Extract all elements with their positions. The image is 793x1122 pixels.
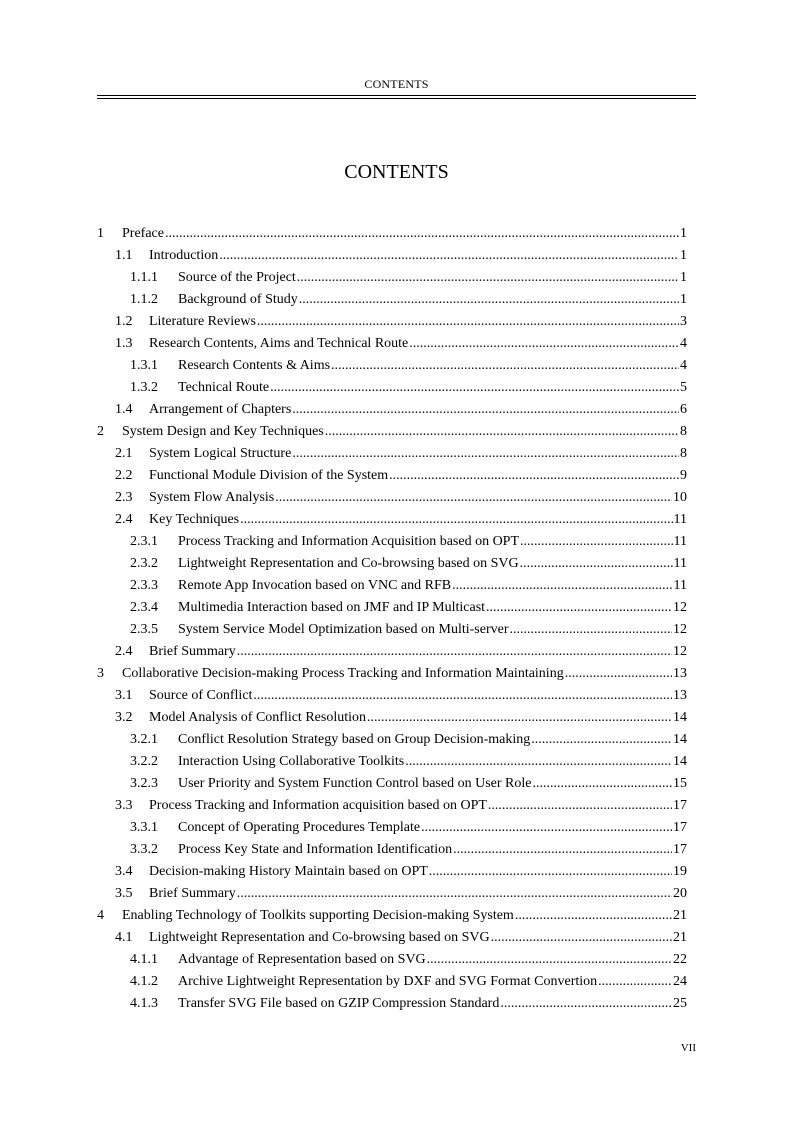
toc-entry[interactable] — [97, 905, 687, 927]
toc-dot-leader — [253, 685, 672, 707]
toc-dot-leader — [520, 553, 673, 575]
toc-entry-title: Interaction Using Collaborative Toolkits — [178, 754, 405, 769]
toc-entry-title: Lightweight Representation and Co-browsing based on SVG — [149, 930, 490, 945]
toc-entry-number: 1.3.1 — [130, 358, 158, 373]
toc-dot-leader — [510, 619, 673, 641]
toc-entry-number: 3.4 — [115, 864, 133, 879]
toc-entry-title: System Service Model Optimization based on Multi-server — [178, 622, 509, 637]
toc-entry[interactable] — [97, 817, 687, 839]
toc-entry-number: 2.3 — [115, 490, 133, 505]
toc-entry[interactable] — [97, 487, 687, 509]
toc-dot-leader — [257, 311, 679, 333]
toc-entry-number: 4 — [97, 908, 104, 923]
toc-entry-title: Research Contents, Aims and Technical Route — [149, 336, 409, 351]
toc-dot-leader — [270, 377, 679, 399]
toc-entry[interactable] — [97, 509, 687, 531]
toc-entry[interactable] — [97, 421, 687, 443]
toc-entry[interactable] — [97, 333, 687, 355]
toc-entry[interactable] — [97, 641, 687, 663]
toc-entry[interactable] — [97, 663, 687, 685]
toc-dot-leader — [531, 729, 672, 751]
toc-dot-leader — [240, 509, 672, 531]
toc-entry-title: Functional Module Division of the System — [149, 468, 389, 483]
toc-entry-number: 2.3.1 — [130, 534, 158, 549]
toc-entry[interactable] — [97, 619, 687, 641]
toc-entry-title: Process Tracking and Information acquisition based on OPT — [149, 798, 487, 813]
page-title: CONTENTS — [344, 161, 449, 183]
toc-entry[interactable] — [97, 465, 687, 487]
toc-entry-title: Concept of Operating Procedures Template — [178, 820, 421, 835]
toc-entry-page: 12 — [673, 600, 687, 615]
toc-entry-number: 3.3 — [115, 798, 133, 813]
toc-entry-page: 25 — [673, 996, 687, 1011]
toc-entry-title: System Flow Analysis — [149, 490, 275, 505]
toc-entry-number: 3 — [97, 666, 104, 681]
toc-entry-title: System Logical Structure — [149, 446, 292, 461]
toc-entry-number: 1.3 — [115, 336, 133, 351]
toc-entry-page: 14 — [673, 754, 687, 769]
toc-entry-number: 3.5 — [115, 886, 133, 901]
toc-entry-title: Research Contents & Aims — [178, 358, 331, 373]
toc-dot-leader — [292, 399, 679, 421]
toc-entry-number: 3.1 — [115, 688, 133, 703]
toc-entry-number: 2.3.4 — [130, 600, 158, 615]
toc-entry-number: 1.4 — [115, 402, 133, 417]
toc-entry[interactable] — [97, 993, 687, 1015]
toc-entry-number: 3.3.1 — [130, 820, 158, 835]
toc-entry-page: 11 — [673, 578, 687, 593]
toc-entry[interactable] — [97, 707, 687, 729]
toc-entry-title: Archive Lightweight Representation by DXF and SVG Format Convertion — [178, 974, 598, 989]
toc-entry-page: 12 — [673, 622, 687, 637]
toc-entry-number: 2.2 — [115, 468, 133, 483]
toc-entry[interactable] — [97, 685, 687, 707]
toc-entry[interactable] — [97, 223, 687, 245]
toc-dot-leader — [598, 971, 672, 993]
toc-dot-leader — [331, 355, 679, 377]
toc-entry-title: Process Tracking and Information Acquisition based on OPT — [178, 534, 520, 549]
toc-entry[interactable] — [97, 861, 687, 883]
toc-dot-leader — [532, 773, 672, 795]
toc-entry-number: 3.3.2 — [130, 842, 158, 857]
toc-entry-title: Decision-making History Maintain based on OPT — [149, 864, 428, 879]
toc-entry-page: 8 — [680, 424, 687, 439]
toc-entry[interactable] — [97, 971, 687, 993]
toc-entry-title: Lightweight Representation and Co-browsing based on SVG — [178, 556, 519, 571]
toc-entry[interactable] — [97, 311, 687, 333]
toc-entry-number: 1.1 — [115, 248, 133, 263]
toc-entry-page: 12 — [673, 644, 687, 659]
toc-dot-leader — [219, 245, 679, 267]
running-header: CONTENTS — [364, 77, 429, 91]
toc-entry-number: 1.1.2 — [130, 292, 158, 307]
toc-entry-page: 11 — [673, 512, 687, 527]
toc-entry-number: 4.1.1 — [130, 952, 158, 967]
toc-entry-page: 19 — [673, 864, 687, 879]
toc-entry-page: 13 — [673, 688, 687, 703]
toc-dot-leader — [488, 795, 672, 817]
toc-entry-page: 14 — [673, 732, 687, 747]
toc-entry-page: 4 — [680, 358, 687, 373]
toc-entry-title: Collaborative Decision-making Process Tracking and Information Maintaining — [122, 666, 564, 681]
toc-entry-title: Preface — [122, 226, 164, 241]
toc-dot-leader — [421, 817, 672, 839]
toc-entry-title: Key Techniques — [149, 512, 240, 527]
toc-entry-number: 2 — [97, 424, 104, 439]
toc-dot-leader — [405, 751, 672, 773]
toc-entry-page: 1 — [680, 292, 687, 307]
table-of-contents — [97, 223, 687, 1015]
toc-dot-leader — [299, 289, 679, 311]
toc-entry-number: 2.3.5 — [130, 622, 158, 637]
toc-entry[interactable] — [97, 597, 687, 619]
toc-entry-page: 20 — [673, 886, 687, 901]
toc-dot-leader — [515, 905, 672, 927]
toc-entry-page: 10 — [673, 490, 687, 505]
toc-entry[interactable] — [97, 883, 687, 905]
toc-entry[interactable] — [97, 443, 687, 465]
toc-entry-number: 1.2 — [115, 314, 133, 329]
toc-dot-leader — [486, 597, 672, 619]
toc-entry-title: Literature Reviews — [149, 314, 256, 329]
toc-entry-title: Brief Summary — [149, 644, 236, 659]
toc-entry[interactable] — [97, 839, 687, 861]
toc-entry-page: 5 — [680, 380, 687, 395]
toc-entry-page: 13 — [673, 666, 687, 681]
toc-entry-page: 15 — [673, 776, 687, 791]
toc-entry-title: Conflict Resolution Strategy based on Group Decision-making — [178, 732, 531, 747]
toc-entry-page: 21 — [673, 908, 687, 923]
toc-entry-page: 4 — [680, 336, 687, 351]
toc-entry[interactable] — [97, 245, 687, 267]
header-rule-thin — [97, 95, 696, 96]
toc-entry-title: Background of Study — [178, 292, 298, 307]
toc-entry-title: Source of Conflict — [149, 688, 253, 703]
toc-entry-title: Introduction — [149, 248, 219, 263]
toc-dot-leader — [389, 465, 679, 487]
toc-dot-leader — [491, 927, 672, 949]
toc-entry-page: 1 — [680, 248, 687, 263]
toc-entry-title: Enabling Technology of Toolkits supporting Decision-making System — [122, 908, 514, 923]
toc-entry-title: Advantage of Representation based on SVG — [178, 952, 426, 967]
toc-entry-number: 2.3.2 — [130, 556, 158, 571]
toc-entry-title: System Design and Key Techniques — [122, 424, 324, 439]
toc-entry[interactable] — [97, 289, 687, 311]
toc-dot-leader — [453, 839, 672, 861]
toc-entry[interactable] — [97, 531, 687, 553]
toc-entry-page: 22 — [673, 952, 687, 967]
toc-entry-page: 9 — [680, 468, 687, 483]
toc-dot-leader — [367, 707, 672, 729]
toc-entry-number: 1.1.1 — [130, 270, 158, 285]
toc-entry-number: 2.4 — [115, 644, 133, 659]
toc-dot-leader — [520, 531, 672, 553]
toc-dot-leader — [409, 333, 679, 355]
toc-entry-page: 17 — [673, 798, 687, 813]
toc-entry-page: 11 — [673, 534, 687, 549]
toc-entry-number: 2.4 — [115, 512, 133, 527]
toc-entry-number: 1.3.2 — [130, 380, 158, 395]
toc-entry-number: 4.1.2 — [130, 974, 158, 989]
toc-entry-title: User Priority and System Function Control based on User Role — [178, 776, 532, 791]
toc-entry-title: Brief Summary — [149, 886, 236, 901]
toc-entry-page: 17 — [673, 842, 687, 857]
toc-dot-leader — [500, 993, 672, 1015]
toc-entry[interactable] — [97, 751, 687, 773]
toc-entry-number: 3.2 — [115, 710, 133, 725]
toc-entry[interactable] — [97, 399, 687, 421]
toc-dot-leader — [565, 663, 672, 685]
toc-entry-title: Transfer SVG File based on GZIP Compression Standard — [178, 996, 500, 1011]
toc-dot-leader — [275, 487, 672, 509]
toc-dot-leader — [165, 223, 679, 245]
toc-entry[interactable] — [97, 773, 687, 795]
toc-dot-leader — [427, 949, 672, 971]
toc-entry-number: 1 — [97, 226, 104, 241]
header-rule-second — [97, 98, 696, 99]
toc-entry-title: Multimedia Interaction based on JMF and IP Multicast — [178, 600, 486, 615]
toc-entry-page: 24 — [673, 974, 687, 989]
toc-dot-leader — [429, 861, 672, 883]
toc-entry[interactable] — [97, 377, 687, 399]
toc-entry-page: 3 — [680, 314, 687, 329]
toc-entry-number: 4.1 — [115, 930, 133, 945]
toc-entry-title: Model Analysis of Conflict Resolution — [149, 710, 366, 725]
toc-entry-number: 3.2.1 — [130, 732, 158, 747]
page-number: VII — [680, 1042, 696, 1054]
toc-dot-leader — [237, 641, 672, 663]
toc-dot-leader — [237, 883, 672, 905]
toc-entry-page: 11 — [673, 556, 687, 571]
toc-entry-number: 4.1.3 — [130, 996, 158, 1011]
toc-entry[interactable] — [97, 575, 687, 597]
toc-entry-page: 17 — [673, 820, 687, 835]
toc-dot-leader — [325, 421, 679, 443]
toc-entry-page: 6 — [680, 402, 687, 417]
toc-entry[interactable] — [97, 553, 687, 575]
toc-entry-title: Source of the Project — [178, 270, 296, 285]
toc-entry-page: 1 — [680, 270, 687, 285]
toc-entry-title: Remote App Invocation based on VNC and RFB — [178, 578, 452, 593]
toc-dot-leader — [292, 443, 679, 465]
toc-entry-title: Technical Route — [178, 380, 270, 395]
toc-entry-page: 1 — [680, 226, 687, 241]
toc-entry-number: 3.2.3 — [130, 776, 158, 791]
toc-entry-page: 14 — [673, 710, 687, 725]
toc-dot-leader — [297, 267, 679, 289]
toc-entry-number: 2.1 — [115, 446, 133, 461]
toc-entry[interactable] — [97, 927, 687, 949]
toc-entry[interactable] — [97, 795, 687, 817]
toc-entry[interactable] — [97, 355, 687, 377]
toc-entry-title: Arrangement of Chapters — [149, 402, 292, 417]
toc-entry[interactable] — [97, 729, 687, 751]
toc-entry-page: 8 — [680, 446, 687, 461]
toc-entry[interactable] — [97, 949, 687, 971]
toc-dot-leader — [452, 575, 672, 597]
toc-entry-title: Process Key State and Information Identification — [178, 842, 453, 857]
toc-entry-page: 21 — [673, 930, 687, 945]
toc-entry[interactable] — [97, 267, 687, 289]
toc-entry-number: 2.3.3 — [130, 578, 158, 593]
toc-entry-number: 3.2.2 — [130, 754, 158, 769]
